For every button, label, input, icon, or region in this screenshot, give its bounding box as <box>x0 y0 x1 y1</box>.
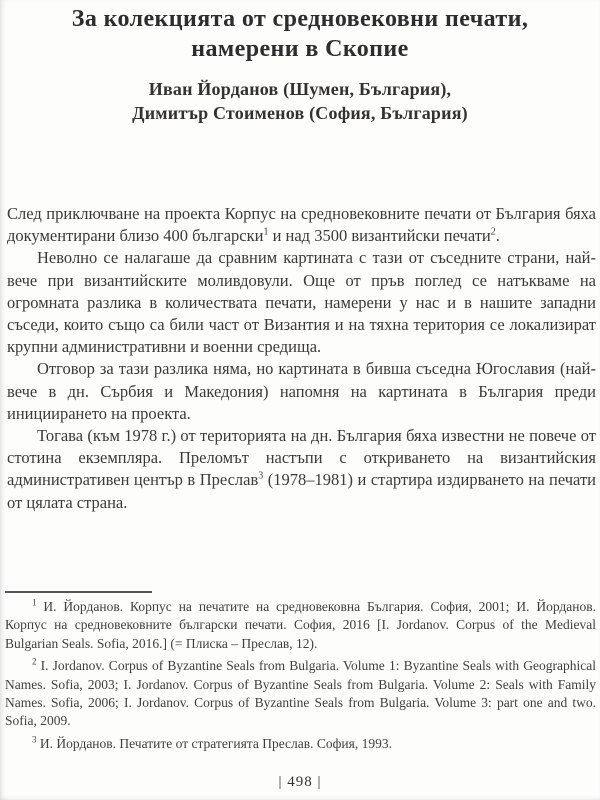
paragraph-4-text: Тогава (към 1978 г.) от територията на дн. България бяха известни не повече от стотина екземпляра. Преломът настъпи с откриването на византийския административен център в Преслав <box>7 426 596 490</box>
paragraph-3: Отговор за тази разлика няма, но картината в бивша съседна Югославия (най-вече в дн. Сърбия и Македония) напомня на картината в България преди инициирането на проекта. <box>7 359 596 423</box>
paragraph-1-text-cont: и над 3500 византийски печати <box>268 226 491 246</box>
footnote-1-text: И. Йорданов. Корпус на печатите на средновековна България. София, 2001; И. Йорданов. Корпус на средновековните български печати. София, 2016 [I. Jordanov. Corpus of the Medieval Bulgarian Seals. Sofia, 2016.] (= Плиска – Преслав, 12). <box>5 599 596 651</box>
footnote-1 <box>5 598 596 653</box>
footnote-area <box>5 585 596 757</box>
footnote-2-marker: 2 <box>32 656 37 667</box>
paragraph-1-period: . <box>495 226 500 246</box>
footnote-3 <box>5 735 596 753</box>
author-1: Иван Йорданов (Шумен, България), <box>148 79 452 99</box>
footnote-ref-2: 2 <box>490 226 496 238</box>
paragraph-4 <box>7 425 596 514</box>
article-title-line-2: намерени в Скопие <box>191 36 409 62</box>
author-2: Димитър Стоименов (София, България) <box>132 103 468 123</box>
paragraph-1-text: След приключване на проекта Корпус на средновековните печати от България бяха документирани близо 400 български <box>7 204 596 246</box>
paragraph-4-text-cont: (1978–1981) и стартира издирването на печати от цялата страна. <box>7 470 596 512</box>
footnotes-list <box>5 598 596 753</box>
footnote-separator-rule <box>5 591 152 593</box>
page-number: | 498 | <box>278 774 322 790</box>
footnote-3-marker: 3 <box>32 734 37 745</box>
article-authors <box>0 77 600 125</box>
footnote-1-marker: 1 <box>32 597 37 608</box>
footnote-ref-3: 3 <box>258 470 264 482</box>
article-title <box>0 0 600 64</box>
article-title-line-1: За колекцията от средновековни печати, <box>71 6 529 32</box>
paragraph-1 <box>7 203 596 247</box>
paragraph-2: Неволно се налагаше да сравним картината с тази от съседните страни, най-вече при византийските моливдовули. Още от пръв поглед се натъкваме на огромната разлика в количествата печати, намерени у нас и в нашите западни съседи, които също са били част от Византия и на тяхна територия се локализират крупни административни и военни средища. <box>7 248 596 357</box>
footnote-2-text: I. Jordanov. Corpus of Byzantine Seals from Bulgaria. Volume 1: Byzantine Seals with Geographical Names. Sofia, 2003; I. Jordanov. Corpus of Byzantine Seals from Bulgaria. Volume 2: Seals with Family Names. Sofia, 2006; I. Jordanov. Corpus of Byzantine Seals from Bulgaria. Volume 3: part one and two. Sofia, 2009. <box>5 658 596 729</box>
article-body <box>7 203 596 514</box>
footnote-3-text: И. Йорданов. Печатите от стратегията Преслав. София, 1993. <box>36 735 392 751</box>
footnote-2 <box>5 657 596 731</box>
footnote-ref-1: 1 <box>263 226 269 238</box>
